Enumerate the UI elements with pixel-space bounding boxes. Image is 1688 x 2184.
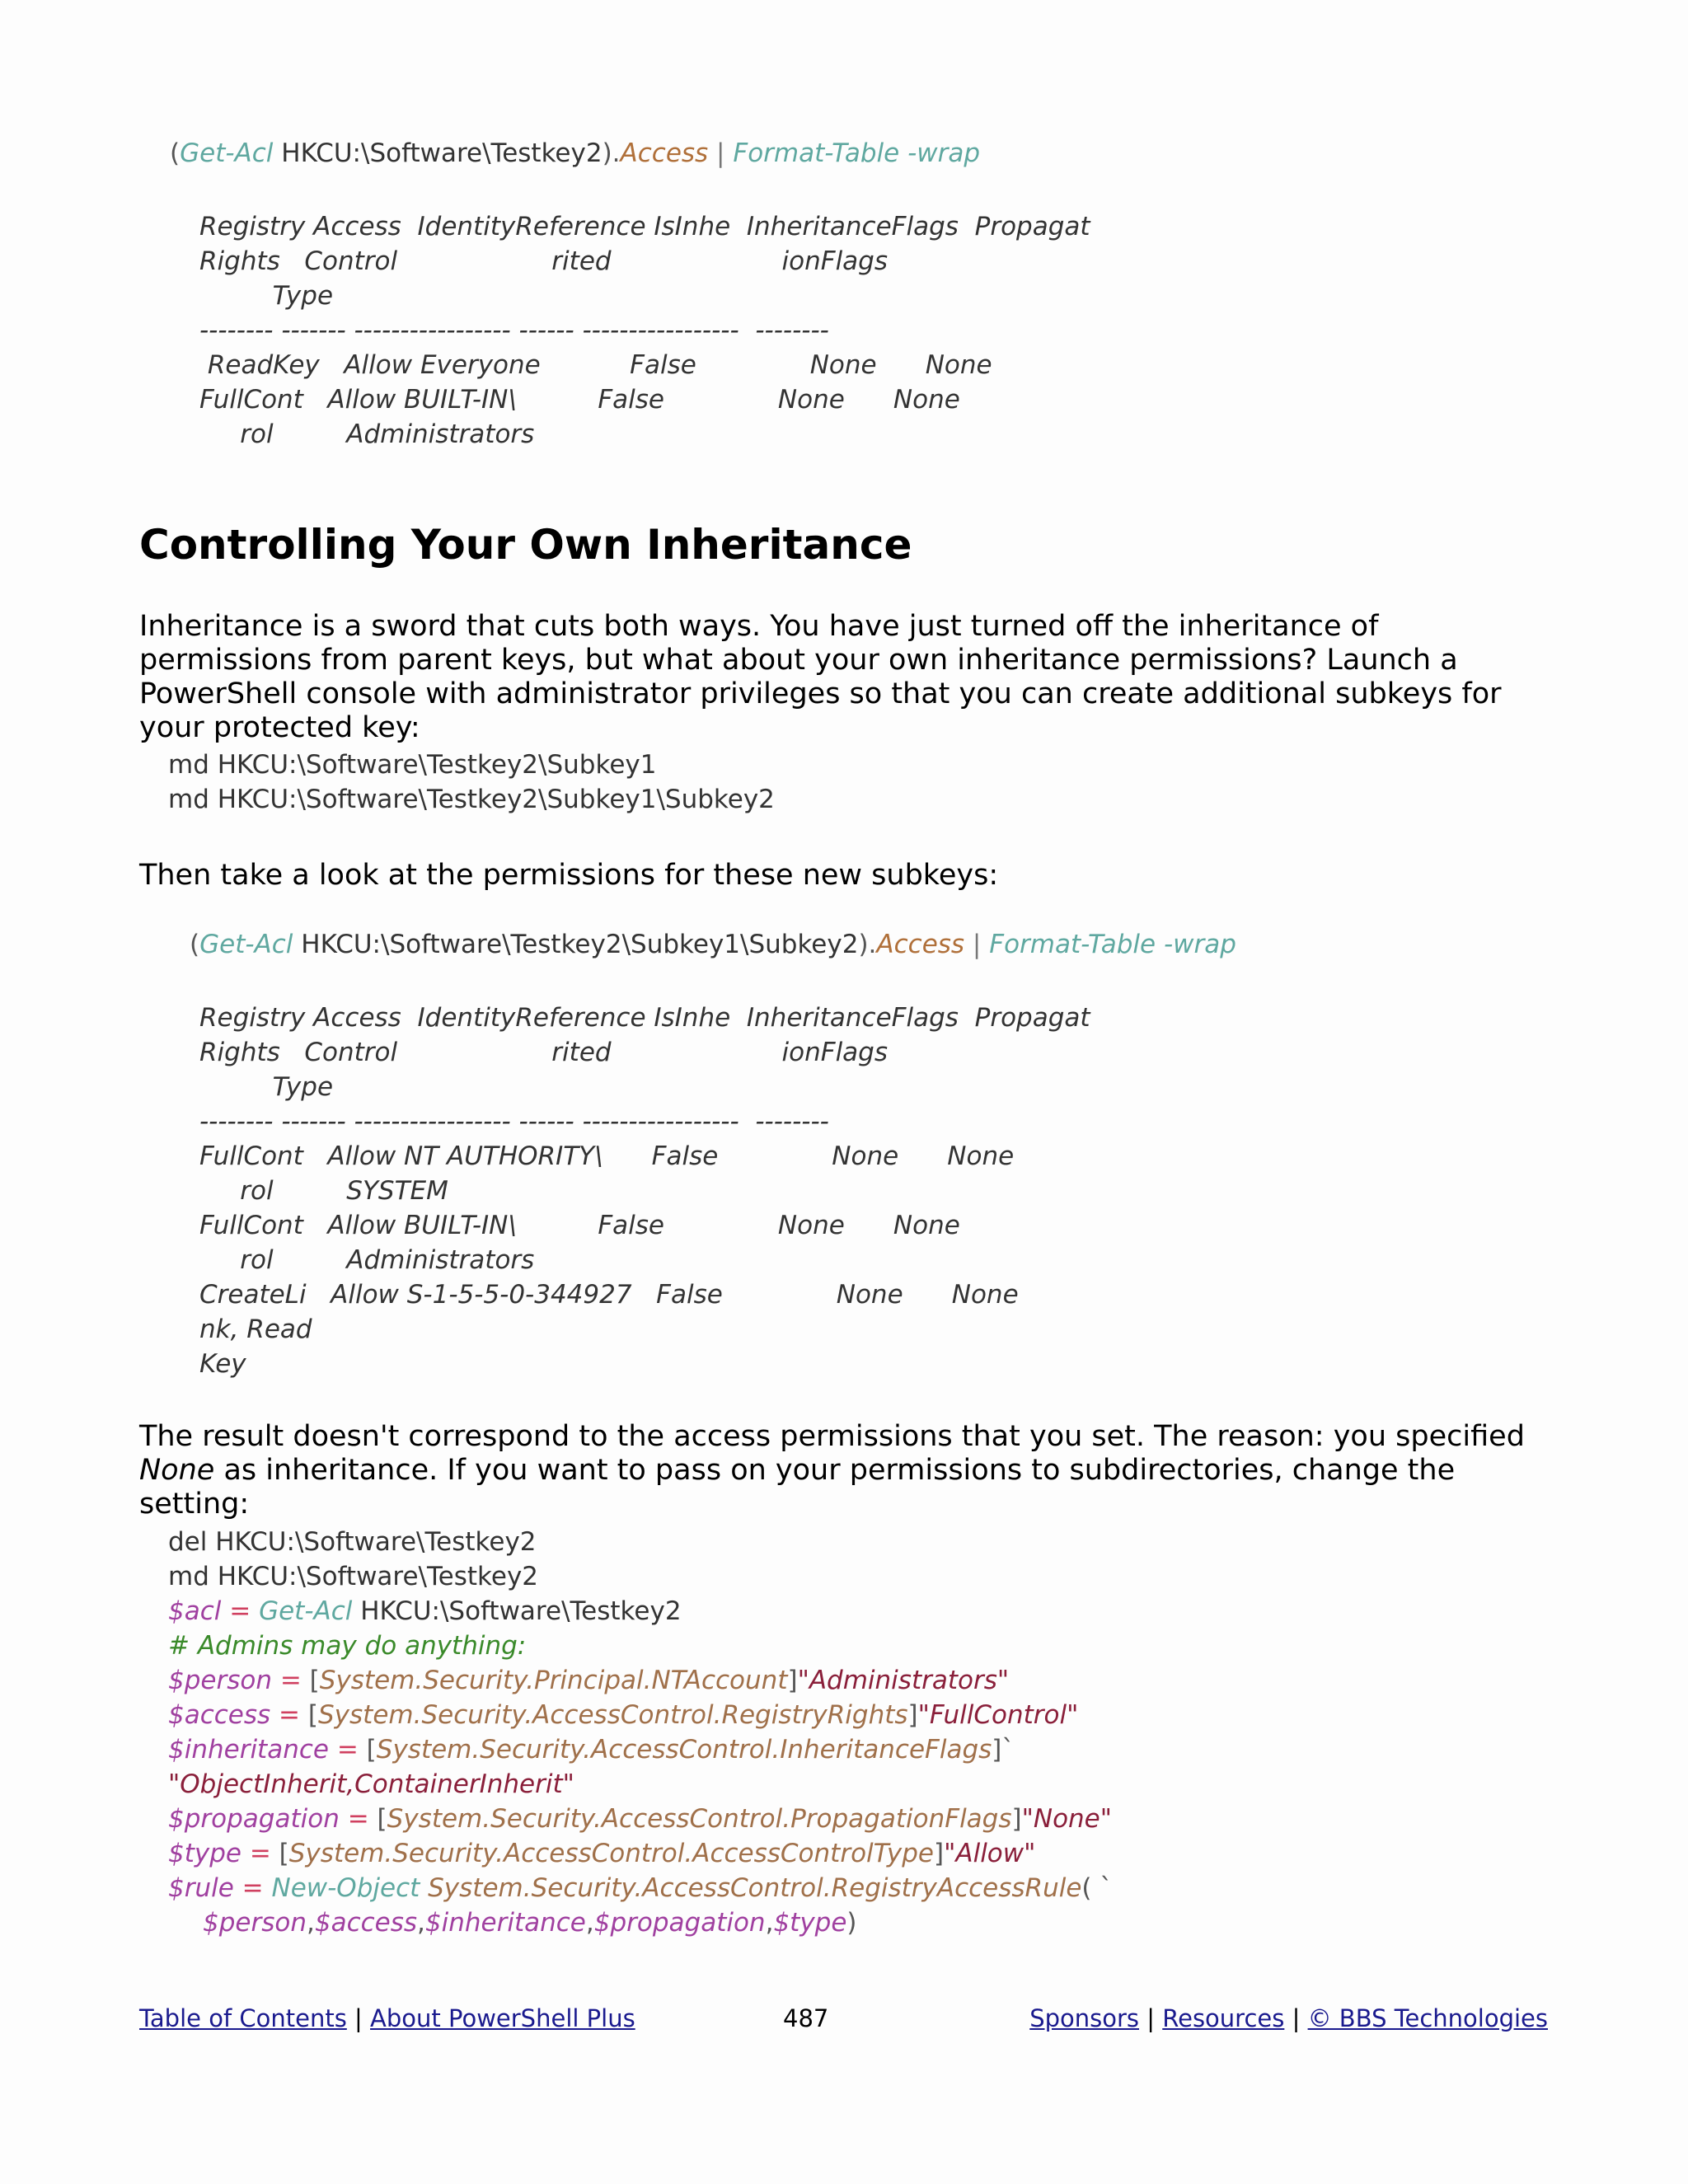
table-line: Registry Access IdentityReference IsInhe InheritanceFlags Propagat [199, 1003, 1090, 1033]
table-line: ReadKey Allow Everyone False None None [199, 350, 992, 380]
table-line: nk, Read [199, 1315, 312, 1344]
code-comment: # Admins may do anything: [168, 1631, 527, 1661]
footer-left: Table of Contents | About PowerShell Plus [139, 2004, 635, 2032]
code-get-acl-testkey2: (Get-Acl HKCU:\Software\Testkey2).Access | Format-Table -wrap [170, 138, 981, 168]
code-del-testkey2: del HKCU:\Software\Testkey2 [168, 1527, 537, 1557]
cmdlet-get-acl: Get-Acl [180, 138, 274, 168]
table-line: -------- ------- ----------------- ------ ----------------- -------- [199, 316, 829, 345]
code-propagation-assign: $propagation = [System.Security.AccessControl.PropagationFlags]"None" [168, 1804, 1113, 1834]
code-acl-assign: $acl = Get-Acl HKCU:\Software\Testkey2 [168, 1596, 682, 1626]
table-line: Type [199, 1072, 334, 1102]
table-line: Registry Access IdentityReference IsInhe InheritanceFlags Propagat [199, 212, 1090, 241]
code-type-assign: $type = [System.Security.AccessControl.AccessControlType]"Allow" [168, 1839, 1036, 1868]
table-line: Type [199, 281, 334, 311]
table-line: Rights Control rited ionFlags [199, 246, 889, 276]
paragraph-look-permissions: Then take a look at the permissions for these new subkeys: [139, 859, 999, 892]
code-inheritance-value: "ObjectInherit,ContainerInherit" [168, 1769, 574, 1799]
link-sponsors[interactable]: Sponsors [1029, 2004, 1140, 2032]
table-line: Key [199, 1349, 246, 1379]
link-bbs-technologies[interactable]: © BBS Technologies [1307, 2004, 1548, 2032]
table-line: FullCont Allow BUILT-IN\ False None None [199, 1211, 960, 1240]
code-rule-arguments: $person,$access,$inheritance,$propagation,$type) [203, 1908, 857, 1938]
table-line: FullCont Allow NT AUTHORITY\ False None None [199, 1141, 1015, 1171]
table-line: Rights Control rited ionFlags [199, 1038, 889, 1067]
paragraph-result-explanation: The result doesn't correspond to the access permissions that you set. The reason: you specified None as inheritance. If you want to pass on your permissions to subdirectories, change the setting: [139, 1420, 1525, 1521]
code-inheritance-assign: $inheritance = [System.Security.AccessControl.InheritanceFlags]` [168, 1735, 1015, 1765]
table-line: FullCont Allow BUILT-IN\ False None None [199, 385, 960, 415]
table-line: rol SYSTEM [199, 1176, 448, 1206]
page-number: 487 [783, 2004, 829, 2032]
code-md-testkey2: md HKCU:\Software\Testkey2 [168, 1562, 539, 1591]
table-line: rol Administrators [199, 1245, 535, 1275]
table-line: rol Administrators [199, 419, 535, 449]
code-person-assign: $person = [System.Security.Principal.NTAccount]"Administrators" [168, 1666, 1010, 1695]
code-md-subkey1: md HKCU:\Software\Testkey2\Subkey1 [168, 750, 657, 780]
code-rule-assign: $rule = New-Object System.Security.AccessControl.RegistryAccessRule( ` [168, 1873, 1113, 1903]
code-get-acl-subkey2: (Get-Acl HKCU:\Software\Testkey2\Subkey1\Subkey2).Access | Format-Table -wrap [190, 930, 1236, 959]
link-resources[interactable]: Resources [1162, 2004, 1285, 2032]
link-table-of-contents[interactable]: Table of Contents [139, 2004, 347, 2032]
table-line: CreateLi Allow S-1-5-5-0-344927 False None None [199, 1280, 1019, 1310]
table-line: -------- ------- ----------------- ------ ----------------- -------- [199, 1107, 829, 1137]
code-md-subkey2: md HKCU:\Software\Testkey2\Subkey1\Subkey2 [168, 785, 775, 814]
footer-right: Sponsors | Resources | © BBS Technologies [1029, 2004, 1548, 2032]
paragraph-inheritance-intro: Inheritance is a sword that cuts both ways. You have just turned off the inheritance of permissions from parent keys, but what about your own inheritance permissions? Launch a PowerShell console with administrator privileges so that you can create additional subkeys for your protected key: [139, 610, 1502, 744]
code-access-assign: $access = [System.Security.AccessControl.RegistryRights]"FullControl" [168, 1700, 1079, 1730]
link-about-powershell-plus[interactable]: About PowerShell Plus [370, 2004, 635, 2032]
section-heading: Controlling Your Own Inheritance [139, 521, 912, 569]
